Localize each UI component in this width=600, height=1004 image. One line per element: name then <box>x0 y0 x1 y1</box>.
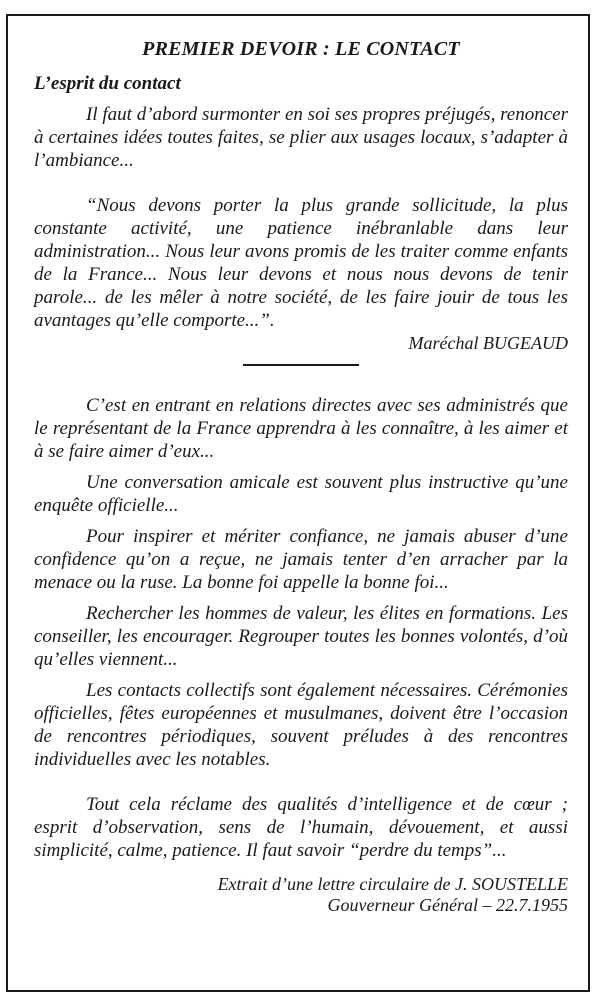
intro-paragraph: Il faut d’abord surmonter en soi ses propres préjugés, renoncer à certaines idées toutes faites, se plier aux usages locaux, s’adapter à l’ambiance... <box>34 104 568 171</box>
quote-paragraph: “Nous devons porter la plus grande sollicitude, la plus constante activité, une patience inébranlable dans leur administration... Nous leur avons promis de les traiter comme enfants de la France... Nous leur devons et nous nous devons de tenir parole... de les mêler à notre société, de les faire jouir de tous les avantages qu’elle comporte...”. <box>34 195 568 331</box>
document-frame <box>6 14 590 992</box>
source-date: Gouverneur Général – 22.7.1955 <box>327 895 568 915</box>
page-title: PREMIER DEVOIR : LE CONTACT <box>142 38 460 60</box>
spacer <box>34 366 568 394</box>
source-attribution: Extrait d’une lettre circulaire de J. SOUSTELLE <box>217 874 568 894</box>
spacer <box>34 517 568 525</box>
quote-author: Maréchal BUGEAUD <box>408 333 568 353</box>
section-subtitle: L’esprit du contact <box>34 73 181 94</box>
body-paragraph: Une conversation amicale est souvent plus instructive qu’une enquête officielle... <box>34 472 568 516</box>
spacer <box>34 354 568 364</box>
body-paragraph: C’est en entrant en relations directes avec ses administrés que le représentant de la France apprendra à les connaître, à les aimer et à se faire aimer d’eux... <box>34 395 568 462</box>
spacer <box>34 671 568 679</box>
body-paragraph: Les contacts collectifs sont également nécessaires. Cérémonies officielles, fêtes européennes et musulmanes, doivent être l’occasion de rencontres périodiques, souvent préludes à des rencontres individuelles avec les notables. <box>34 680 568 770</box>
spacer <box>34 463 568 471</box>
spacer <box>34 771 568 793</box>
spacer <box>34 594 568 602</box>
body-paragraph: Tout cela réclame des qualités d’intelligence et de cœur ; esprit d’observation, sens de l’humain, dévouement, et aussi simplicité, calme, patience. Il faut savoir “perdre du temps”... <box>34 794 568 861</box>
spacer <box>34 172 568 194</box>
body-paragraph: Rechercher les hommes de valeur, les élites en formations. Les conseiller, les encourager. Regrouper toutes les bonnes volontés, d’où qu’elles viennent... <box>34 603 568 670</box>
body-paragraph: Pour inspirer et mériter confiance, ne jamais abuser d’une confidence qu’on a reçue, ne jamais tenter d’en arracher par la menace ou la ruse. La bonne foi appelle la bonne foi... <box>34 526 568 593</box>
spacer <box>34 862 568 874</box>
document-body <box>34 38 568 916</box>
